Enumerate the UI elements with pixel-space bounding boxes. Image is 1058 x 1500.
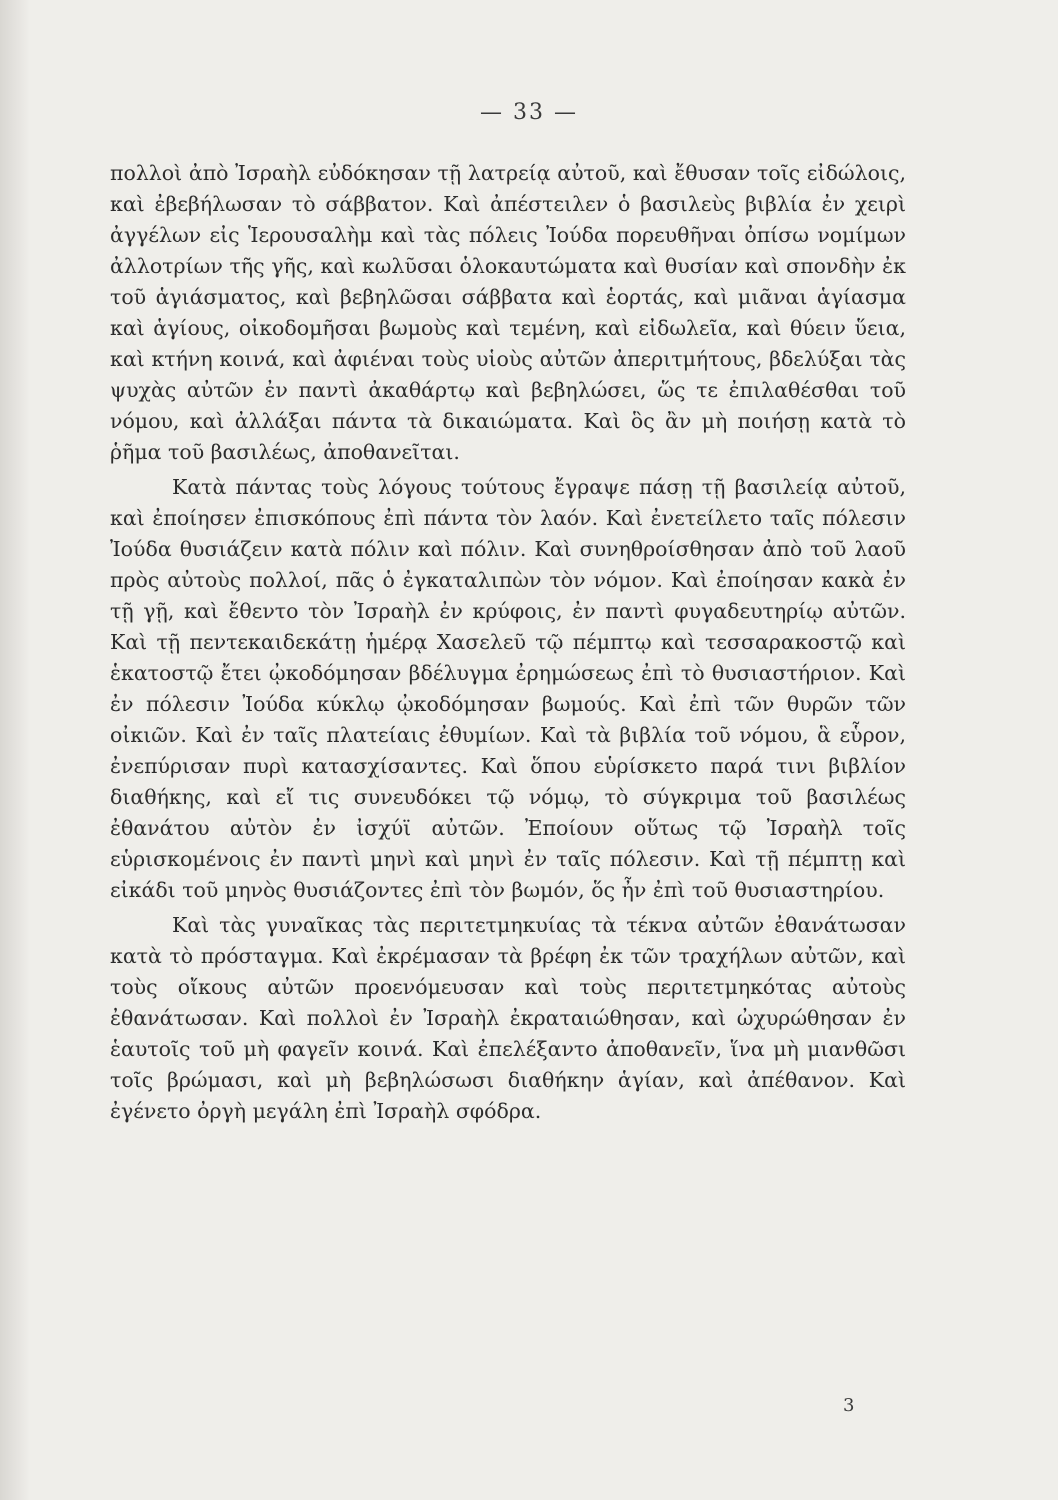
paragraph-1: πολλοὶ ἀπὸ Ἰσραὴλ εὐδόκησαν τῇ λατρείᾳ αὐτοῦ, καὶ ἔθυσαν τοῖς εἰδώλοις, καὶ ἐβεβήλωσαν τὸ σάββατον. Καὶ ἀπέστειλεν ὁ βασιλεὺς βιβλία ἐν χειρὶ ἀγγέλων εἰς Ἱερουσαλὴμ καὶ τὰς πόλεις Ἰούδα πορευθῆναι ὀπίσω νομίμων ἀλλοτρίων τῆς γῆς, καὶ κωλῦσαι ὁλοκαυτώματα καὶ θυσίαν καὶ σπονδὴν ἐκ τοῦ ἁγιάσματος, καὶ βεβηλῶσαι σάββατα καὶ ἑορτάς, καὶ μιᾶναι ἁγίασμα καὶ ἁγίους, οἰκοδομῆσαι βωμοὺς καὶ τεμένη, καὶ εἰδωλεῖα, καὶ θύειν ὕεια, καὶ κτήνη κοινά, καὶ ἀφιέναι τοὺς υἱοὺς αὐτῶν ἀπεριτμήτους, βδελύξαι τὰς ψυχὰς αὐτῶν ἐν παντὶ ἀκαθάρτῳ καὶ βεβηλώσει, ὥς τε ἐπιλαθέσθαι τοῦ νόμου, καὶ ἀλλάξαι πάντα τὰ δικαιώματα. Καὶ ὃς ἂν μὴ ποιήσῃ κατὰ τὸ ῥῆμα τοῦ βασιλέως, ἀποθανεῖται. (110, 161, 906, 464)
page-number-header: — 33 — (480, 100, 578, 125)
body-text (110, 158, 906, 1127)
paragraph-3: Καὶ τὰς γυναῖκας τὰς περιτετμηκυίας τὰ τέκνα αὐτῶν ἐθανάτωσαν κατὰ τὸ πρόσταγμα. Καὶ ἐκρέμασαν τὰ βρέφη ἐκ τῶν τραχήλων αὐτῶν, καὶ τοὺς οἴκους αὐτῶν προενόμευσαν καὶ τοὺς περιτετμηκότας αὐτοὺς ἐθανάτωσαν. Καὶ πολλοὶ ἐν Ἰσραὴλ ἐκραταιώθησαν, καὶ ὠχυρώθησαν ἐν ἑαυτοῖς τοῦ μὴ φαγεῖν κοινά. Καὶ ἐπελέξαντο ἀποθανεῖν, ἵνα μὴ μιανθῶσι τοῖς βρώμασι, καὶ μὴ βεβηλώσωσι διαθήκην ἁγίαν, καὶ ἀπέθανον. Καὶ ἐγένετο ὀργὴ μεγάλη ἐπὶ Ἰσραὴλ σφόδρα. (110, 913, 906, 1123)
binding-edge (0, 0, 30, 1500)
printer-signature-mark: 3 (843, 1395, 855, 1416)
paragraph-2: Κατὰ πάντας τοὺς λόγους τούτους ἔγραψε πάσῃ τῇ βασιλείᾳ αὐτοῦ, καὶ ἐποίησεν ἐπισκόπους ἐπὶ πάντα τὸν λαόν. Καὶ ἐνετείλετο ταῖς πόλεσιν Ἰούδα θυσιάζειν κατὰ πόλιν καὶ πόλιν. Καὶ συνηθροίσθησαν ἀπὸ τοῦ λαοῦ πρὸς αὐτοὺς πολλοί, πᾶς ὁ ἐγκαταλιπὼν τὸν νόμον. Καὶ ἐποίησαν κακὰ ἐν τῇ γῇ, καὶ ἔθεντο τὸν Ἰσραὴλ ἐν κρύφοις, ἐν παντὶ φυγαδευτηρίῳ αὐτῶν. Καὶ τῇ πεντεκαιδεκάτῃ ἡμέρᾳ Χασελεῦ τῷ πέμπτῳ καὶ τεσσαρακοστῷ καὶ ἑκατοστῷ ἔτει ᾠκοδόμησαν βδέλυγμα ἐρημώσεως ἐπὶ τὸ θυσιαστήριον. Καὶ ἐν πόλεσιν Ἰούδα κύκλῳ ᾠκοδόμησαν βωμούς. Καὶ ἐπὶ τῶν θυρῶν τῶν οἰκιῶν. Καὶ ἐν ταῖς πλατείαις ἐθυμίων. Καὶ τὰ βιβλία τοῦ νόμου, ἃ εὗρον, ἐνεπύρισαν πυρὶ κατασχίσαντες. Καὶ ὅπου εὑρίσκετο παρά τινι βιβλίον διαθήκης, καὶ εἴ τις συνευδόκει τῷ νόμῳ, τὸ σύγκριμα τοῦ βασιλέως ἐθανάτου αὐτὸν ἐν ἰσχύϊ αὐτῶν. Ἐποίουν οὕτως τῷ Ἰσραὴλ τοῖς εὑρισκομένοις ἐν παντὶ μηνὶ καὶ μηνὶ ἐν ταῖς πόλεσιν. Καὶ τῇ πέμπτῃ καὶ εἰκάδι τοῦ μηνὸς θυσιάζοντες ἐπὶ τὸν βωμόν, ὅς ἦν ἐπὶ τοῦ θυσιαστηρίου. (110, 475, 906, 902)
